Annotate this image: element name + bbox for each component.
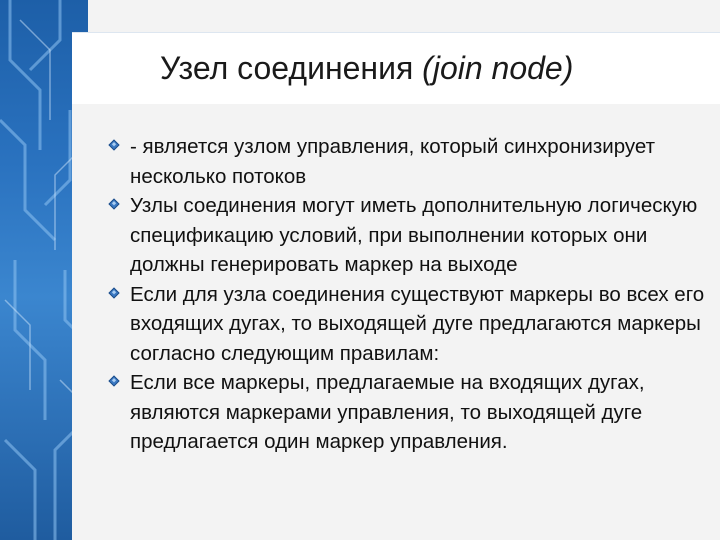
diamond-bullet-icon [108,198,119,209]
bullet-text: Узлы соединения могут иметь дополнительную логическую спецификацию условий, при выполнении которых они должны генерировать маркер на выходе [130,194,698,276]
diamond-bullet-icon [108,287,119,298]
slide-title [160,48,700,88]
bullet-item [108,368,708,457]
bullet-item [108,132,708,191]
bullet-item [108,280,708,369]
bullet-list [108,132,708,457]
diamond-bullet-icon [108,375,119,386]
bullet-text: Если для узла соединения существуют маркеры во всех его входящих дугах, то выходящей дуге предлагаются маркеры согласно следующим правилам: [130,282,705,365]
title-emphasis-text: (join node) [422,50,574,86]
bullet-item [108,191,708,280]
diamond-bullet-icon [108,139,119,150]
bullet-text: - является узлом управления, который синхронизирует несколько потоков [130,135,656,188]
bullet-text: Если все маркеры, предлагаемые на входящих дугах, являются маркерами управления, то выходящей дуге предлагается один маркер управления. [130,371,645,453]
title-main-text: Узел соединения [160,50,423,86]
